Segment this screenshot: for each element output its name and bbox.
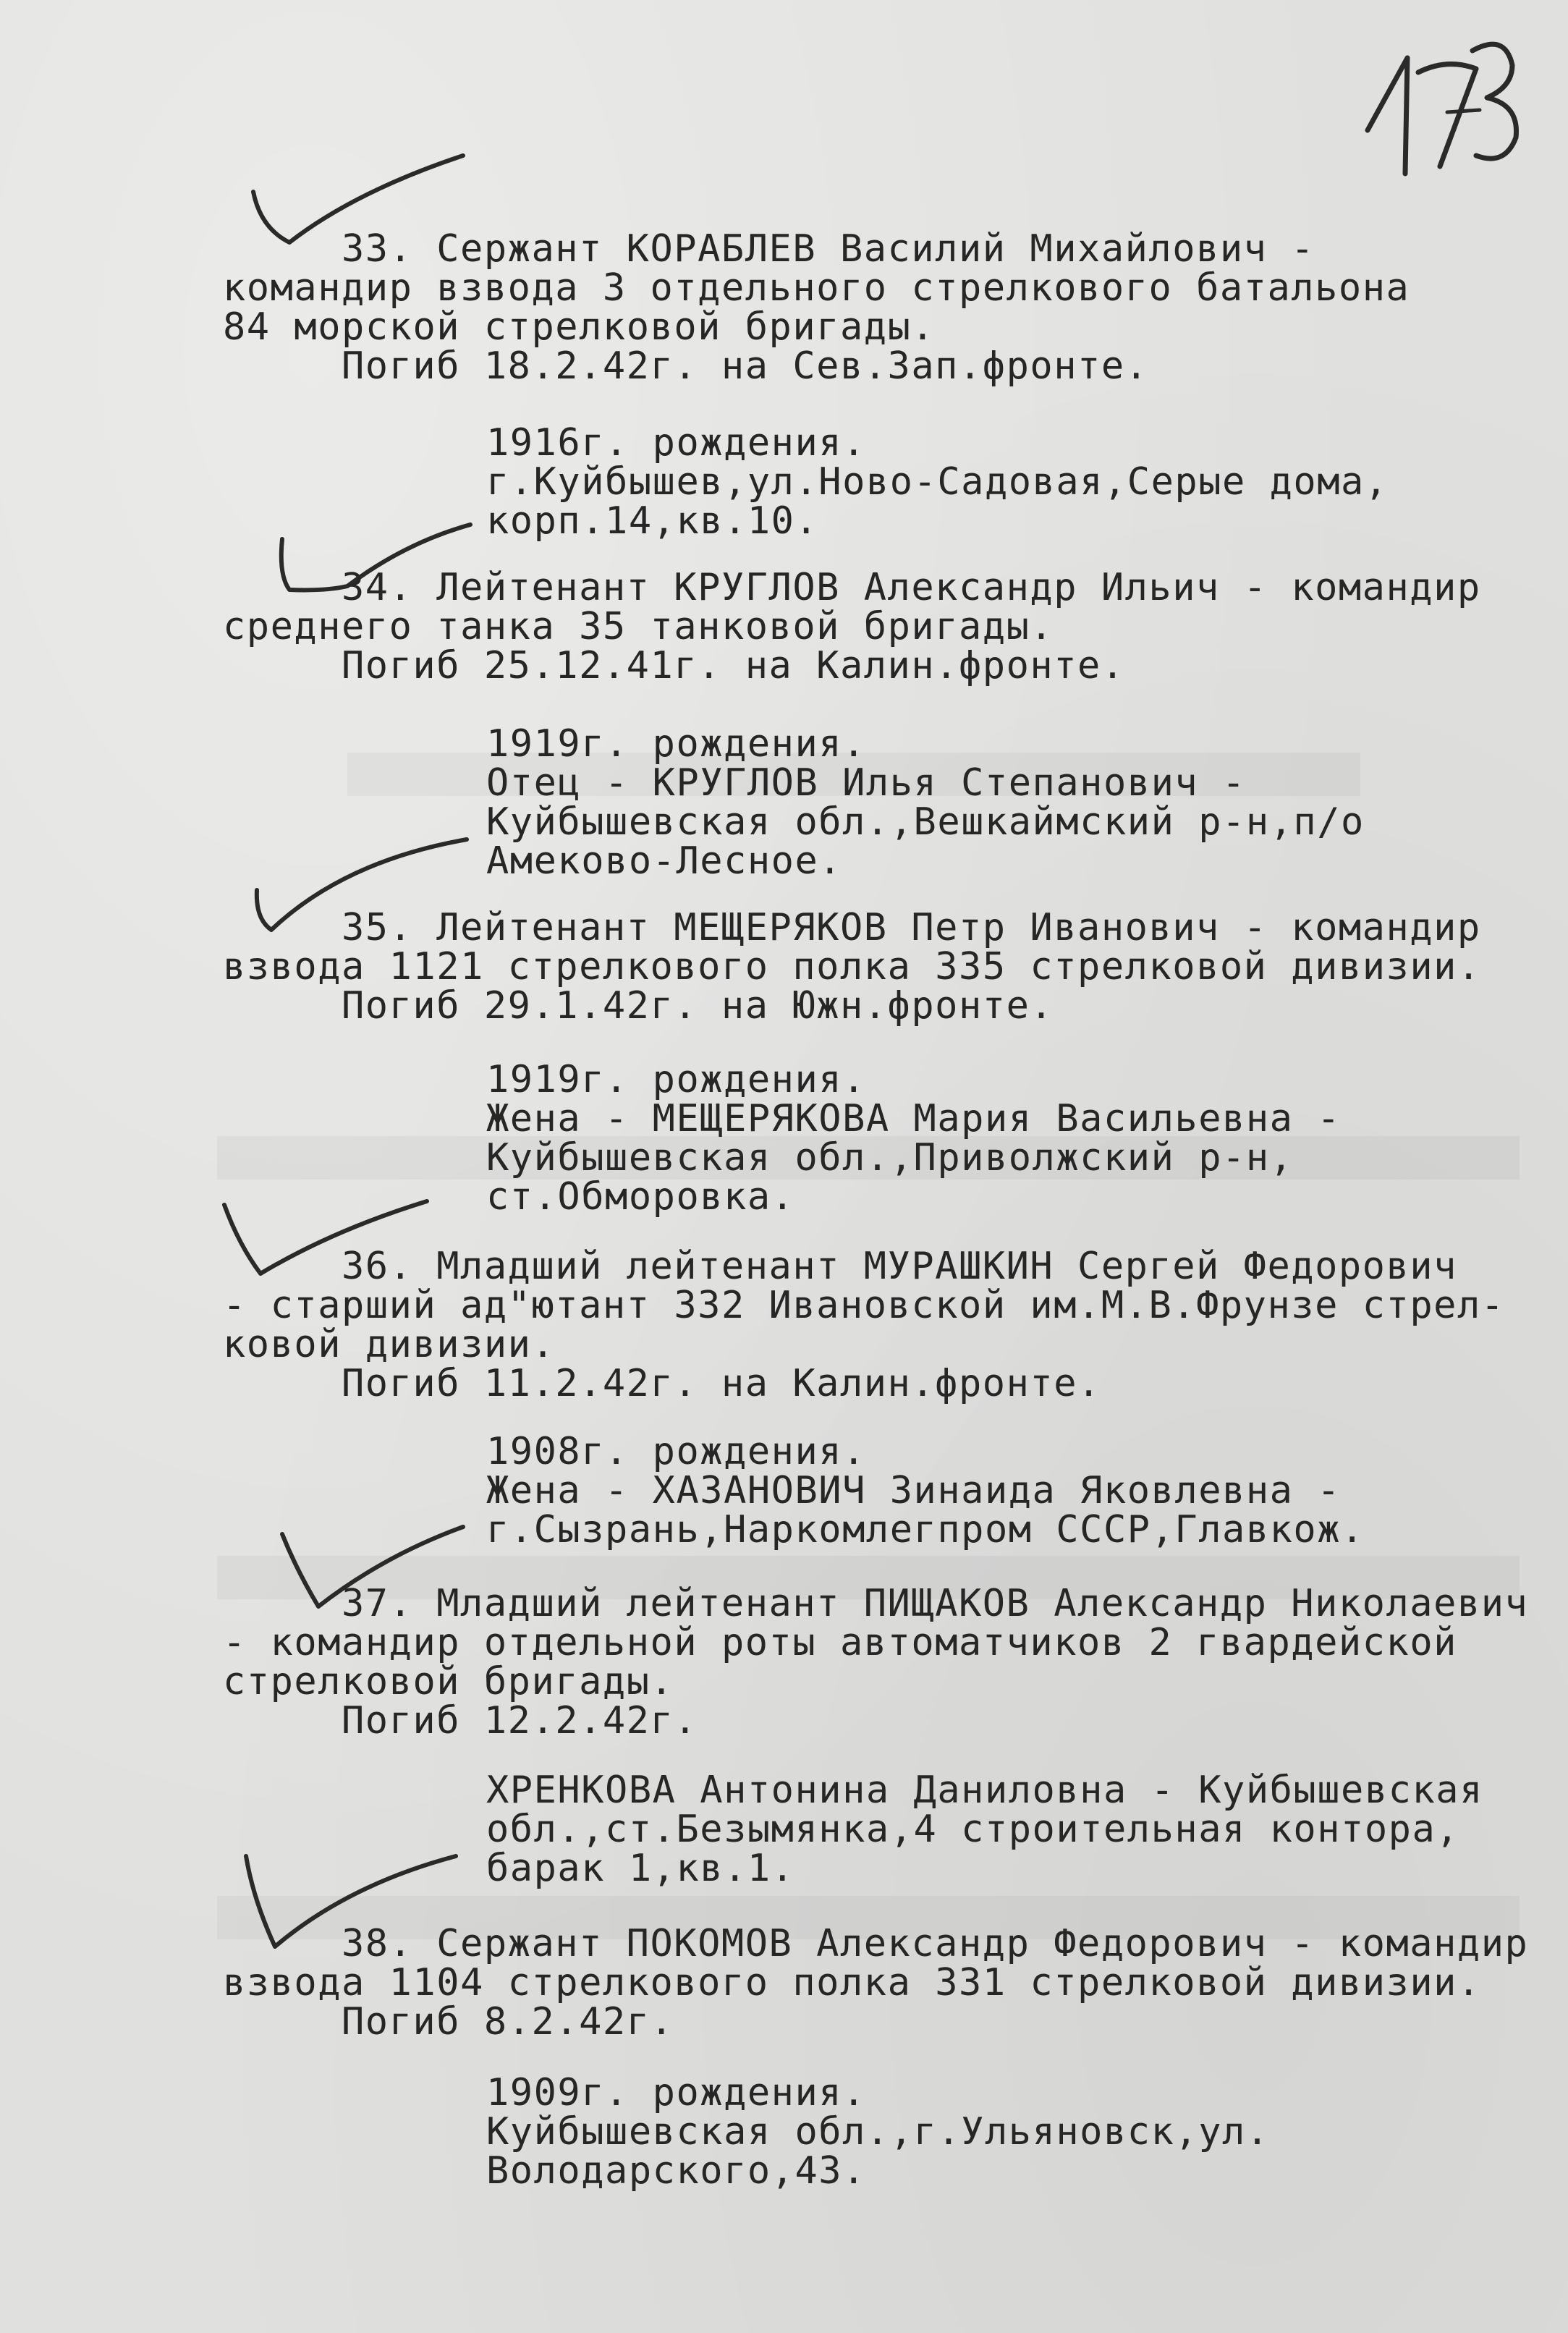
entry-35-line: взвода 1121 стрелкового полка 335 стрелковой дивизии. (223, 945, 1481, 988)
entry-38-heading: 38. Сержант ПОКОМОВ Александр Федорович - командир (342, 1922, 1529, 1965)
entry-33-detail: корп.14,кв.10. (486, 499, 819, 543)
entry-33-detail: г.Куйбышев,ул.Ново-Садовая,Серые дома, (486, 460, 1389, 504)
entry-37-death: Погиб 12.2.42г. (342, 1699, 698, 1743)
entry-34-death: Погиб 25.12.41г. на Калин.фронте. (342, 644, 1125, 687)
entry-36-detail: Жена - ХАЗАНОВИЧ Зинаида Яковлевна - (486, 1469, 1342, 1512)
entry-34-detail: Отец - КРУГЛОВ Илья Степанович - (486, 761, 1246, 805)
entry-34-line: среднего танка 35 танковой бригады. (223, 605, 1054, 648)
entry-35-detail: Куйбышевская обл.,Приволжский р-н, (486, 1136, 1294, 1180)
entry-37-heading: 37. Младший лейтенант ПИЩАКОВ Александр Николаевич (342, 1582, 1529, 1625)
entry-36-detail: г.Сызрань,Наркомлегпром СССР,Главкож. (486, 1508, 1365, 1551)
entry-35-detail: 1919г. рождения. (486, 1058, 866, 1101)
entry-35-detail: ст.Обморовка. (486, 1175, 795, 1219)
entry-34-detail: Куйбышевская обл.,Вешкаймский р-н,п/о (486, 800, 1365, 844)
entry-37-line: - командир отдельной роты автоматчиков 2 гвардейской (223, 1621, 1457, 1664)
entry-33-detail: 1916г. рождения. (486, 421, 866, 465)
entry-33-death: Погиб 18.2.42г. на Сев.Зап.фронте. (342, 344, 1149, 388)
entry-33-line: 84 морской стрелковой бригады. (223, 305, 936, 349)
entry-35-death: Погиб 29.1.42г. на Южн.фронте. (342, 984, 1054, 1028)
entry-36-death: Погиб 11.2.42г. на Калин.фронте. (342, 1362, 1101, 1405)
entry-38-death: Погиб 8.2.42г. (342, 2000, 674, 2044)
handwritten-page-number (1339, 29, 1527, 181)
entry-38-line: взвода 1104 стрелкового полка 331 стрелковой дивизии. (223, 1961, 1481, 2004)
entry-35-detail: Жена - МЕЩЕРЯКОВА Мария Васильевна - (486, 1097, 1342, 1140)
entry-37-detail: барак 1,кв.1. (486, 1847, 795, 1890)
entry-37-detail: обл.,ст.Безымянка,4 строительная контора, (486, 1808, 1460, 1851)
entry-38-detail: Володарского,43. (486, 2149, 866, 2193)
entry-38-detail: Куйбышевская обл.,г.Ульяновск,ул. (486, 2110, 1270, 2154)
entry-34-heading: 34. Лейтенант КРУГЛОВ Александр Ильич - командир (342, 566, 1481, 609)
entry-37-detail: ХРЕНКОВА Антонина Даниловна - Куйбышевская (486, 1769, 1483, 1812)
entry-33-line: командир взвода 3 отдельного стрелкового батальона (223, 266, 1410, 310)
entry-37-line: стрелковой бригады. (223, 1660, 674, 1703)
entry-33-heading: 33. Сержант КОРАБЛЕВ Василий Михайлович - (342, 227, 1315, 271)
entry-36-line: - старший ад"ютант 332 Ивановской им.М.В.Фрунзе стрел- (223, 1284, 1505, 1327)
entry-35-heading: 35. Лейтенант МЕЩЕРЯКОВ Петр Иванович - командир (342, 906, 1481, 949)
entry-38-detail: 1909г. рождения. (486, 2071, 866, 2114)
entry-34-detail: Амеково-Лесное. (486, 839, 843, 883)
entry-34-detail: 1919г. рождения. (486, 722, 866, 766)
entry-36-detail: 1908г. рождения. (486, 1430, 866, 1473)
entry-36-heading: 36. Младший лейтенант МУРАШКИН Сергей Федорович (342, 1245, 1457, 1288)
entry-36-line: ковой дивизии. (223, 1323, 556, 1366)
